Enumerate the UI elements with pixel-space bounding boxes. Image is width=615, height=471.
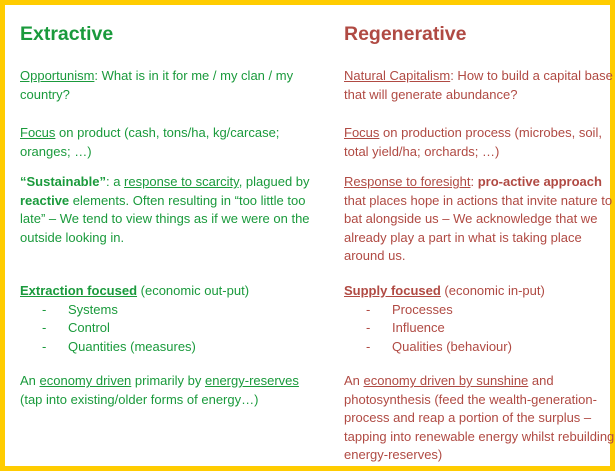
list-item: - Systems — [42, 301, 118, 317]
regenerative-list — [344, 301, 615, 357]
extractive-extraction-focus: Extraction focused (economic out-put) - Systems - Control - Quantities (measures) — [20, 282, 310, 356]
extractive-focus-text: Focus on product (cash, tons/ha, kg/carcase; oranges; …) — [20, 125, 280, 159]
extractive-sustainable-text: “Sustainable”: a response to scarcity, plagued by reactive elements. Often resulting in “too little too late” – We tend to view things as if we were on the outside looking in. — [20, 174, 310, 245]
extractive-heading: Extractive — [20, 23, 114, 45]
extractive-opportunism-text: Opportunism: What is in it for me / my clan / my country? — [20, 68, 294, 102]
list-item: - Control — [42, 320, 110, 335]
regenerative-heading: Regenerative — [344, 23, 467, 45]
list-item: - Processes — [366, 301, 453, 317]
list-item: - Influence — [366, 320, 445, 335]
list-item: - Qualities (behaviour) — [366, 338, 512, 354]
extractive-economy-text: An economy driven primarily by energy-reserves (tap into existing/older forms of energy…) — [20, 373, 299, 407]
regenerative-focus-text: Focus on production process (microbes, soil, total yield/ha; orchards; …) — [344, 125, 602, 159]
regenerative-supply-focus: Supply focused (economic in-put) - Processes - Influence - Qualities (behaviour) — [344, 282, 615, 356]
list-item: - Quantities (measures) — [42, 338, 196, 354]
regenerative-economy-text: An economy driven by sunshine and photosynthesis (feed the wealth-generation-process and reap a portion of the surplus – tapping into renewable energy whilst rebuilding energy-reserves) — [344, 373, 615, 462]
extractive-list — [20, 301, 310, 357]
regenerative-foresight-text: Response to foresight: pro-active approach that places hope in actions that invite nature to bat alongside us – We acknowledge that we already play a part in what is taking place around us. — [344, 174, 613, 263]
regenerative-capitalism-text: Natural Capitalism: How to build a capital base that will generate abundance? — [344, 68, 613, 102]
